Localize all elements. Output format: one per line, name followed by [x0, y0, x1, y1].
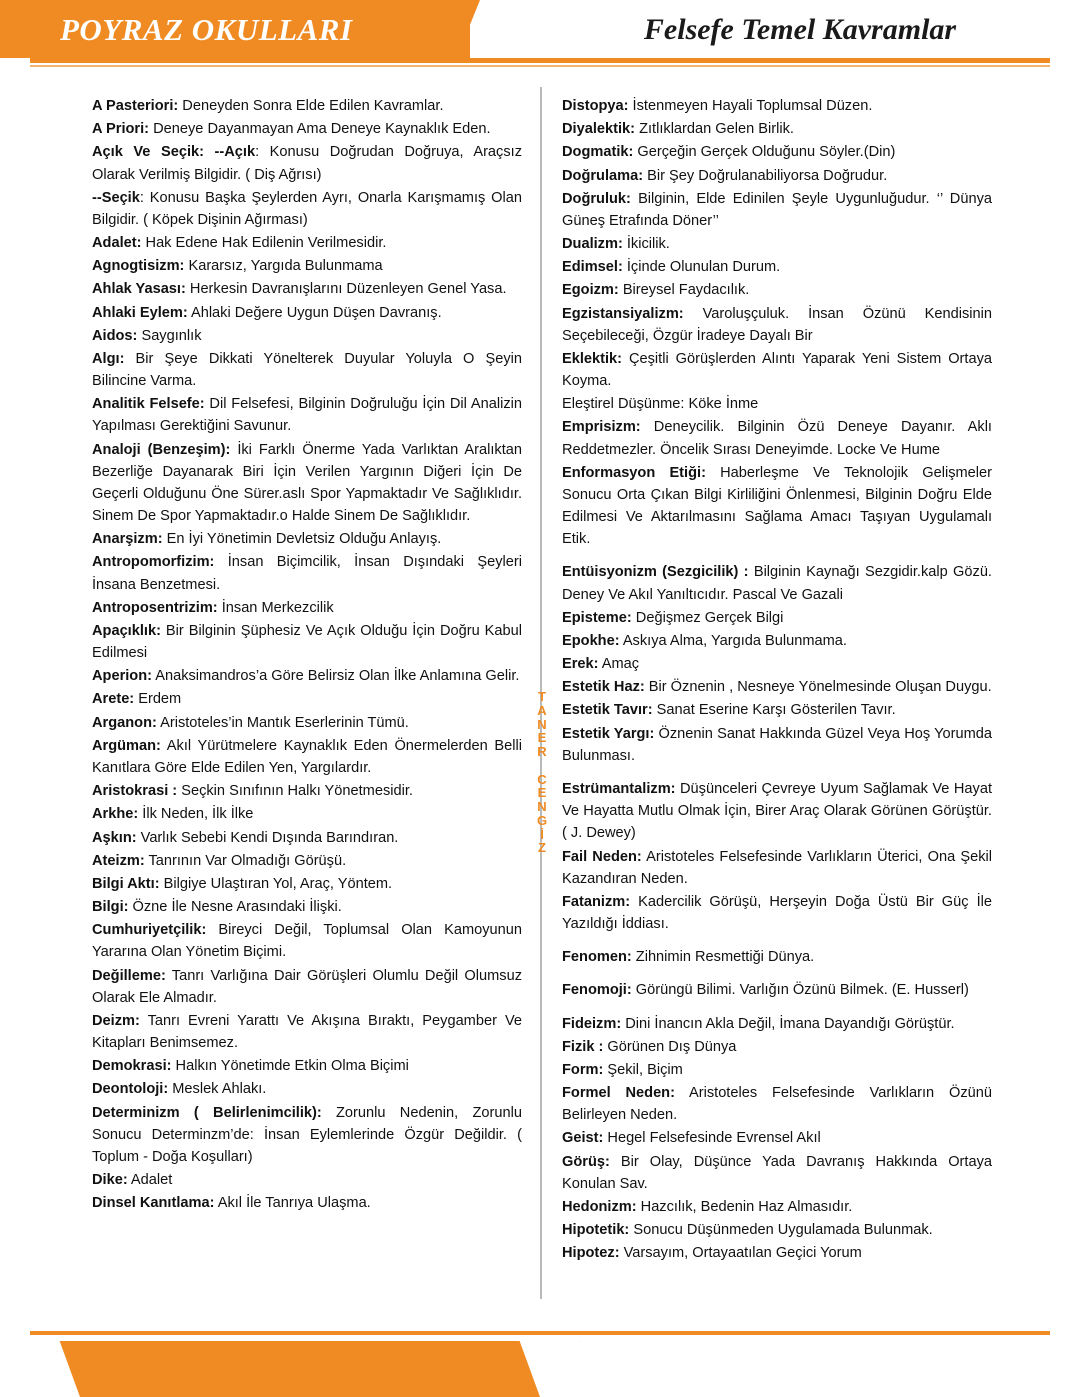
glossary-entry: [92, 141, 522, 185]
glossary-term: Arganon:: [92, 714, 157, 731]
glossary-entry: [562, 607, 992, 629]
glossary-entry: [92, 302, 522, 324]
glossary-definition: İlk Neden, İlk İlke: [138, 806, 254, 823]
glossary-definition: Sonucu Düşünmeden Uygulamada Bulunmak.: [629, 1222, 933, 1239]
glossary-definition: Bir Şey Doğrulanabiliyorsa Doğrudur.: [643, 167, 888, 184]
glossary-term: Antroposentrizim:: [92, 599, 218, 616]
glossary-entry: [562, 165, 992, 187]
glossary-definition: Anaksimandros’a Göre Belirsiz Olan İlke Anlamına Gelir.: [152, 668, 520, 685]
glossary-term: Episteme:: [562, 609, 632, 626]
glossary-term: Entüisyonizm (Sezgicilik) :: [562, 564, 749, 581]
glossary-definition: Şekil, Biçim: [603, 1061, 683, 1078]
glossary-entry: [92, 393, 522, 437]
glossary-definition: Tanrı Varlığına Dair Görüşleri Olumlu Değil Olumsuz Olarak Ele Almadır.: [92, 967, 522, 1006]
glossary-term: Erek:: [562, 656, 599, 673]
glossary-definition: Aristoteles’in Mantık Eserlerinin Tümü.: [156, 714, 409, 731]
glossary-entry: [92, 1010, 522, 1054]
glossary-term: Estrümantalizm:: [562, 780, 676, 797]
glossary-definition: Zorunlu Nedenin, Zorunlu Sonucu Determinzm’de: İnsan Eylemlerinde Özgür Değildir. ( Toplum - Doğa Koşulları): [92, 1104, 522, 1165]
glossary-term: Hipotez:: [562, 1245, 620, 1262]
glossary-definition: En İyi Yönetimin Devletsiz Olduğu Anlayış.: [162, 531, 442, 548]
glossary-term: Hedonizm:: [562, 1198, 637, 1215]
glossary-entry: [562, 279, 992, 301]
glossary-entry: [92, 187, 522, 231]
glossary-definition: Saygınlık: [137, 327, 202, 344]
glossary-entry: [562, 1127, 992, 1149]
vertical-label-char: E: [537, 785, 547, 801]
page-header: [0, 0, 1080, 62]
glossary-definition: Zihnimin Resmettiği Dünya.: [631, 949, 815, 966]
glossary-definition: Haberleşme Ve Teknolojik Gelişmeler Sonucu Orta Çıkan Bilgi Kirliliğini Önlenmesi, Bilginin Doğru Elde Edilmesi Ve Aktarılmasını Sağlama Amacı Taşıyan Uygulamalı Etik.: [562, 464, 992, 548]
glossary-term: Argüman:: [92, 737, 161, 754]
glossary-term: Adalet:: [92, 235, 142, 252]
footer-notch-left: [0, 1341, 80, 1397]
glossary-definition: Seçkin Sınıfının Halkı Yönetmesidir.: [177, 783, 413, 800]
glossary-entry: [92, 735, 522, 779]
glossary-definition: Dil Felsefesi, Bilginin Doğruluğu İçin Dil Analizin Yapılması Gerektiğini Savunur.: [92, 396, 522, 435]
glossary-definition: Bir Olay, Düşünce Yada Davranış Hakkında Ortaya Konulan Sav.: [562, 1153, 992, 1192]
vertical-label-char: Z: [538, 840, 546, 856]
glossary-term: Egzistansiyalizm:: [562, 305, 684, 322]
glossary-entry: [562, 1059, 992, 1081]
glossary-term: Enformasyon Etiği:: [562, 464, 706, 481]
glossary-term: Apaçıklık:: [92, 622, 161, 639]
glossary-term: Deontoloji:: [92, 1081, 169, 1098]
glossary-definition: Köke İnme: [684, 396, 759, 413]
glossary-term: Estetik Tavır:: [562, 702, 653, 719]
footer-notch-right: [580, 1341, 1080, 1397]
glossary-definition: Zıtlıklardan Gelen Birlik.: [635, 121, 794, 138]
glossary-term: Analitik Felsefe:: [92, 396, 205, 413]
glossary-entry: [562, 699, 992, 721]
glossary-definition: Kararsız, Yargıda Bulunmama: [184, 258, 383, 275]
glossary-entry: [92, 965, 522, 1009]
author-vertical-label: [534, 690, 550, 855]
glossary-term: Bilgi:: [92, 899, 129, 916]
glossary-entry: [92, 348, 522, 392]
glossary-entry: [562, 1013, 992, 1035]
glossary-entry: [562, 303, 992, 347]
glossary-entry: [562, 1242, 992, 1264]
glossary-column-right: [562, 95, 992, 1265]
school-name: POYRAZ OKULLARI: [60, 12, 353, 47]
glossary-entry: [562, 95, 992, 117]
glossary-entry: [92, 1102, 522, 1169]
glossary-entry: [92, 850, 522, 872]
glossary-term: Fizik :: [562, 1038, 604, 1055]
glossary-definition: Ahlaki Değere Uygun Düşen Davranış.: [187, 304, 442, 321]
glossary-definition: Bir Öznenin , Nesneye Yönelmesinde Oluşan Duygu.: [644, 679, 992, 696]
glossary-entry: [92, 255, 522, 277]
header-divider-line: [30, 58, 1050, 63]
glossary-term: Cumhuriyetçilik:: [92, 922, 207, 939]
glossary-entry: [92, 551, 522, 595]
glossary-definition: İnsan Merkezcilik: [217, 599, 334, 616]
glossary-entry: [562, 561, 992, 605]
vertical-label-char: E: [537, 730, 547, 746]
glossary-term: Aşkın:: [92, 829, 137, 846]
glossary-definition: Görünen Dış Dünya: [603, 1038, 737, 1055]
glossary-term: Eleştirel Düşünme:: [562, 396, 685, 413]
glossary-definition: Hak Edene Hak Edilenin Verilmesidir.: [141, 235, 387, 252]
glossary-term: Dualizm:: [562, 236, 623, 253]
glossary-definition: Deneycilik. Bilginin Özü Deneye Dayanır. Aklı Reddetmezler. Öncelik Sırası Deneyimde. Locke Ve Hume: [562, 419, 992, 458]
glossary-entry: [562, 846, 992, 890]
glossary-definition: Bilgiye Ulaştıran Yol, Araç, Yöntem.: [159, 875, 393, 892]
glossary-entry: [562, 1196, 992, 1218]
glossary-entry: [562, 676, 992, 698]
vertical-label-char: N: [537, 716, 547, 732]
glossary-entry: [92, 278, 522, 300]
glossary-definition: Görüngü Bilimi. Varlığın Özünü Bilmek. (E. Husserl): [631, 982, 969, 999]
glossary-entry: [562, 723, 992, 767]
vertical-label-char: T: [538, 689, 546, 704]
glossary-term: Epokhe:: [562, 632, 620, 649]
header-divider-line-thin: [30, 65, 1050, 67]
glossary-definition: : Konusu Doğrudan Doğruya, Araçsız Olarak Verilmiş Bilgidir. ( Diş Ağrısı): [92, 144, 522, 183]
glossary-term: Deizm:: [92, 1012, 140, 1029]
glossary-entry: [562, 1082, 992, 1126]
glossary-entry: [92, 1192, 522, 1214]
glossary-definition: Kadercilik Görüşü, Herşeyin Doğa Üstü Bir Güç İle Yazıldığı İddiası.: [562, 893, 992, 933]
glossary-term: Dike:: [92, 1172, 128, 1189]
glossary-term: Fail Neden:: [562, 848, 642, 865]
glossary-term: Fenomen:: [562, 949, 632, 966]
glossary-entry: [92, 95, 522, 117]
glossary-entry: [562, 416, 992, 460]
glossary-definition: Varoluşçuluk. İnsan Özünü Kendisinin Seçebileceği, Özgür İradeye Dayalı Bir: [562, 305, 992, 344]
glossary-entry: [92, 1169, 522, 1191]
glossary-term: Değilleme:: [92, 967, 166, 984]
vertical-label-char: [534, 759, 550, 773]
glossary-definition: Meslek Ahlakı.: [168, 1081, 267, 1098]
glossary-term: Görüş:: [562, 1153, 610, 1170]
glossary-term: Determinizm ( Belirlenimcilik):: [92, 1104, 322, 1121]
glossary-entry: [92, 780, 522, 802]
glossary-definition: Bireysel Faydacılık.: [618, 282, 750, 299]
glossary-definition: Herkesin Davranışlarını Düzenleyen Genel Yasa.: [185, 281, 507, 298]
glossary-entry: [562, 233, 992, 255]
glossary-term: Doğrulama:: [562, 167, 644, 184]
glossary-term: A Pasteriori:: [92, 98, 179, 114]
glossary-definition: Adalet: [127, 1172, 173, 1189]
glossary-term: Hipotetik:: [562, 1222, 630, 1239]
glossary-definition: Düşünceleri Çevreye Uyum Sağlamak Ve Hayat Ve Hayatta Mutlu Olmak İçin, Birer Araç Olarak Görünen Görüştür. ( J. Dewey): [562, 780, 992, 842]
glossary-term: Distopya:: [562, 98, 629, 114]
glossary-term: Aidos:: [92, 327, 138, 344]
glossary-term: Estetik Yargı:: [562, 725, 655, 742]
glossary-entry: [92, 919, 522, 963]
glossary-definition: Tanrı Evreni Yarattı Ve Akışına Bıraktı, Peygamber Ve Kitapları Benimsemez.: [92, 1012, 522, 1052]
glossary-entry: [92, 232, 522, 254]
vertical-label-char: A: [537, 702, 547, 718]
glossary-definition: Akıl Yürütmelere Kaynaklık Eden Önermelerden Belli Kanıtlara Göre Elde Edilen Yen, Yargılardır.: [92, 737, 522, 776]
glossary-entry: [92, 688, 522, 710]
glossary-term: Diyalektik:: [562, 121, 636, 138]
glossary-entry: [562, 256, 992, 278]
glossary-definition: İkicilik.: [622, 236, 670, 253]
glossary-term: Bilgi Aktı:: [92, 875, 160, 892]
glossary-entry: [92, 665, 522, 687]
glossary-definition: İçinde Olunulan Durum.: [622, 259, 781, 276]
footer-orange-banner: [0, 1341, 1080, 1397]
glossary-term: Arete:: [92, 691, 135, 708]
glossary-entry: [562, 348, 992, 392]
glossary-entry: [562, 946, 992, 968]
glossary-term: Emprisizm:: [562, 419, 641, 436]
glossary-term: Dogmatik:: [562, 144, 634, 161]
glossary-term: Aristokrasi :: [92, 783, 178, 800]
glossary-term: Arkhe:: [92, 806, 139, 823]
glossary-entry: [92, 325, 522, 347]
glossary-entry: [92, 827, 522, 849]
glossary-entry: [92, 1078, 522, 1100]
glossary-entry: [562, 979, 992, 1001]
vertical-label-char: C: [537, 771, 547, 787]
glossary-content: [0, 95, 1080, 1315]
glossary-definition: Dini İnancın Akla Değil, İmana Dayandığı Görüştür.: [621, 1015, 955, 1032]
glossary-entry: [92, 803, 522, 825]
glossary-definition: Öznenin Sanat Hakkında Güzel Veya Hoş Yorumda Bulunması.: [562, 725, 992, 764]
glossary-term: Fideizm:: [562, 1015, 622, 1032]
glossary-definition: Deneyden Sonra Elde Edilen Kavramlar.: [178, 98, 444, 114]
glossary-term: Formel Neden:: [562, 1085, 675, 1102]
glossary-term: Estetik Haz:: [562, 679, 645, 696]
glossary-definition: Halkın Yönetimde Etkin Olma Biçimi: [171, 1058, 409, 1075]
glossary-definition: Akıl İle Tanrıya Ulaşma.: [214, 1195, 371, 1212]
glossary-term: --Seçik: [92, 189, 140, 206]
glossary-term: Aperion:: [92, 668, 152, 685]
glossary-entry: [92, 439, 522, 528]
glossary-definition: Bilginin, Elde Edinilen Şeyle Uygunluğudur. ‘’ Dünya Güneş Etrafında Döner’’: [562, 190, 992, 229]
glossary-entry: [562, 891, 992, 935]
glossary-definition: Aristoteles Felsefesinde Varlıkların Özünü Belirleyen Neden.: [562, 1085, 993, 1124]
glossary-term: Form:: [562, 1061, 604, 1078]
glossary-entry: [92, 712, 522, 734]
glossary-term: Egoizm:: [562, 282, 619, 299]
glossary-entry: [92, 1055, 522, 1077]
glossary-definition: Özne İle Nesne Arasındaki İlişki.: [128, 899, 342, 916]
glossary-definition: Çeşitli Görüşlerden Alıntı Yaparak Yeni Sistem Ortaya Koyma.: [562, 350, 992, 390]
document-title: Felsefe Temel Kavramlar: [643, 13, 957, 46]
glossary-entry: [562, 778, 992, 845]
glossary-entry: [92, 620, 522, 664]
glossary-entry: [562, 630, 992, 652]
glossary-term: Doğruluk:: [562, 190, 631, 207]
glossary-entry: [562, 1219, 992, 1241]
glossary-definition: Değişmez Gerçek Bilgi: [631, 609, 784, 626]
glossary-entry: [562, 118, 992, 140]
glossary-definition: Hegel Felsefesinde Evrensel Akıl: [603, 1130, 821, 1147]
glossary-term: Demokrasi:: [92, 1058, 172, 1075]
glossary-entry: [562, 141, 992, 163]
glossary-term: Algı:: [92, 350, 125, 367]
glossary-entry: [562, 393, 992, 415]
glossary-entry: [562, 188, 992, 232]
glossary-definition: Varlık Sebebi Kendi Dışında Barındıran.: [136, 829, 399, 846]
vertical-label-char: R: [537, 744, 547, 760]
glossary-entry: [562, 462, 992, 551]
glossary-definition: İki Farklı Önerme Yada Varlıktan Aralıktan Bezerliğe Dayanarak Biri İçin Verilen Yargının Diğeri İçin De Geçerli Olduğunu Öne Sürer.aslı Spor Yapmaktadır Ve Sağlıklıdır. Sinem De Spor Yapmaktadır.o Halde Sinem De Sağlıklıdır.: [92, 441, 522, 525]
glossary-definition: Gerçeğin Gerçek Olduğunu Söyler.(Din): [633, 144, 896, 161]
glossary-definition: Bireyci Değil, Toplumsal Olan Kamoyunun Yararına Olan Yönetim Biçimi.: [92, 922, 522, 961]
glossary-entry: [562, 1036, 992, 1058]
glossary-entry: [562, 1151, 992, 1195]
glossary-definition: Aristoteles Felsefesinde Varlıkların Üterici, Ona Şekil Kazandıran Neden.: [562, 848, 992, 887]
glossary-definition: Askıya Alma, Yargıda Bulunmama.: [619, 632, 847, 649]
glossary-term: Ahlaki Eylem:: [92, 304, 188, 321]
glossary-term: Geist:: [562, 1130, 604, 1147]
vertical-label-char: N: [537, 799, 547, 815]
vertical-label-char: İ: [540, 826, 544, 842]
glossary-entry: [92, 118, 522, 140]
glossary-column-left: [92, 95, 522, 1215]
glossary-definition: İstenmeyen Hayali Toplumsal Düzen.: [628, 98, 873, 114]
glossary-entry: [92, 597, 522, 619]
glossary-definition: Hazcılık, Bedenin Haz Almasıdır.: [636, 1198, 853, 1215]
glossary-term: Analoji (Benzeşim):: [92, 441, 231, 458]
glossary-definition: Erdem: [134, 691, 182, 708]
glossary-definition: Bilginin Kaynağı Sezgidir.kalp Gözü. Deney Ve Akıl Yanıltıcıdır. Pascal Ve Gazali: [562, 564, 992, 603]
glossary-entry: [92, 528, 522, 550]
glossary-term: Dinsel Kanıtlama:: [92, 1195, 215, 1212]
glossary-term: Açık Ve Seçik: --Açık: [92, 144, 256, 161]
glossary-definition: Bir Şeye Dikkati Yönelterek Duyular Yoluyla O Şeyin Bilincine Varma.: [92, 350, 522, 390]
glossary-definition: Bir Bilginin Şüphesiz Ve Açık Olduğu İçin Doğru Kabul Edilmesi: [92, 622, 522, 662]
glossary-definition: Deneye Dayanmayan Ama Deneye Kaynaklık Eden.: [149, 121, 491, 138]
glossary-definition: İnsan Biçimcilik, İnsan Dışındaki Şeyleri İnsana Benzetmesi.: [92, 554, 522, 593]
glossary-term: Antropomorfizim:: [92, 554, 215, 571]
glossary-entry: [562, 653, 992, 675]
glossary-term: Agnogtisizm:: [92, 258, 185, 275]
vertical-label-char: G: [536, 812, 548, 828]
glossary-term: Anarşizm:: [92, 531, 163, 548]
glossary-term: Edimsel:: [562, 259, 623, 276]
glossary-term: Fenomoji:: [562, 982, 632, 999]
glossary-definition: : Konusu Başka Şeylerden Ayrı, Onarla Karışmamış Olan Bilgidir. ( Köpek Dişinin Ağırması): [92, 189, 522, 228]
glossary-term: Fatanizm:: [562, 893, 631, 910]
glossary-definition: Varsayım, Ortayaatılan Geçici Yorum: [619, 1245, 862, 1262]
glossary-definition: Tanrının Var Olmadığı Görüşü.: [144, 852, 347, 869]
glossary-term: Ateizm:: [92, 852, 145, 869]
glossary-definition: Sanat Eserine Karşı Gösterilen Tavır.: [652, 702, 896, 719]
footer-divider-line: [30, 1331, 1050, 1335]
glossary-definition: Amaç: [598, 656, 640, 673]
glossary-term: Ahlak Yasası:: [92, 281, 186, 298]
glossary-entry: [92, 896, 522, 918]
glossary-term: A Priori:: [92, 121, 150, 138]
glossary-entry: [92, 873, 522, 895]
glossary-term: Eklektik:: [562, 350, 623, 367]
